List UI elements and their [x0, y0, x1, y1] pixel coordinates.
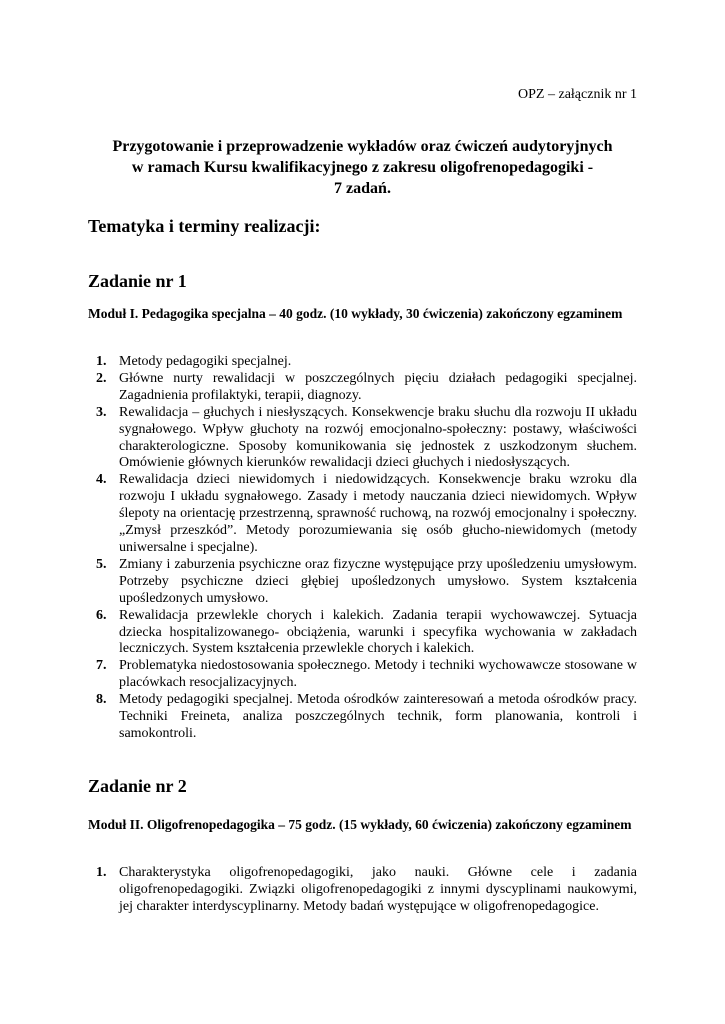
- list-item: Rewalidacja dzieci niewidomych i niedowidzących. Konsekwencje braku wzroku dla rozwoju I układu sygnałowego. Zasady i metody nauczania dzieci niewidomych. Wpływ ślepoty na orientację przestrzenną, sprawność ruchową, na rozwój emocjonalny i społeczny. „Zmysł przeszkód”. Metody porozumiewania się osób głucho-niewidomych (metody uniwersalne i specjalne).: [119, 472, 637, 555]
- list-item: Rewalidacja przewlekle chorych i kalekich. Zadania terapii wychowawczej. Sytuacja dziecka hospitalizowanego- obciążenia, warunki i specyfika wychowania w zakładach leczniczych. System kształcenia przewlekle chorych i kalekich.: [119, 607, 637, 657]
- list-item: Główne nurty rewalidacji w poszczególnych pięciu działach pedagogiki specjalnej. Zagadnienia profilaktyki, terapii, diagnozy.: [119, 370, 637, 403]
- title-line-3: 7 zadań.: [334, 180, 391, 197]
- document-title: [88, 136, 637, 199]
- list-item: Metody pedagogiki specjalnej. Metoda ośrodków zainteresowań a metoda ośrodków pracy. Techniki Freineta, analiza poszczególnych technik, form planowania, kontroli i samokontroli.: [119, 692, 637, 741]
- task-1-heading: Zadanie nr 1: [88, 271, 187, 291]
- task-1-module: Moduł I. Pedagogika specjalna – 40 godz. (10 wykłady, 30 ćwiczenia) zakończony egzaminem: [88, 306, 623, 321]
- list-item: Problematyka niedostosowania społecznego. Metody i techniki wychowawcze stosowane w placówkach resocjalizacyjnych.: [119, 658, 637, 691]
- section-heading: Tematyka i terminy realizacji:: [88, 216, 321, 236]
- list-item: Charakterystyka oligofrenopedagogiki, jako nauki. Główne cele i zadania oligofrenopedagogiki. Związki oligofrenopedagogiki z innymi dyscyplinami naukowymi, jej charakter interdyscyplinarny. Metody badań występujące w oligofrenopedagogice.: [119, 865, 637, 914]
- task-2-module: Moduł II. Oligofrenopedagogika – 75 godz. (15 wykłady, 60 ćwiczenia) zakończony egzaminem: [88, 817, 632, 832]
- list-item: Zmiany i zaburzenia psychiczne oraz fizyczne występujące przy upośledzeniu umysłowym. Potrzeby psychiczne dzieci głębiej upośledzonych umysłowo. System kształcenia upośledzonych umysłowo.: [119, 556, 637, 606]
- list-item: Rewalidacja – głuchych i niesłyszących. Konsekwencje braku słuchu dla rozwoju II układu sygnałowego. Wpływ głuchoty na rozwój emocjonalno-społeczny: postawy, właściwości charakterologiczne. Sposoby komunikowania się jednostek z uszkodzonym słuchem. Omówienie głównych kierunków rewalidacji dzieci głuchych i niedosłyszących.: [119, 404, 637, 471]
- list-item: Metody pedagogiki specjalnej.: [119, 354, 292, 369]
- attachment-label: OPZ – załącznik nr 1: [518, 87, 637, 102]
- task-2-topic-list: [88, 865, 637, 916]
- title-line-2: w ramach Kursu kwalifikacyjnego z zakresu oligofrenopedagogiki -: [131, 159, 594, 176]
- task-2-heading: Zadanie nr 2: [88, 776, 187, 796]
- title-line-1: Przygotowanie i przeprowadzenie wykładów oraz ćwiczeń audytoryjnych: [112, 138, 613, 155]
- task-1-topic-list: [88, 354, 637, 743]
